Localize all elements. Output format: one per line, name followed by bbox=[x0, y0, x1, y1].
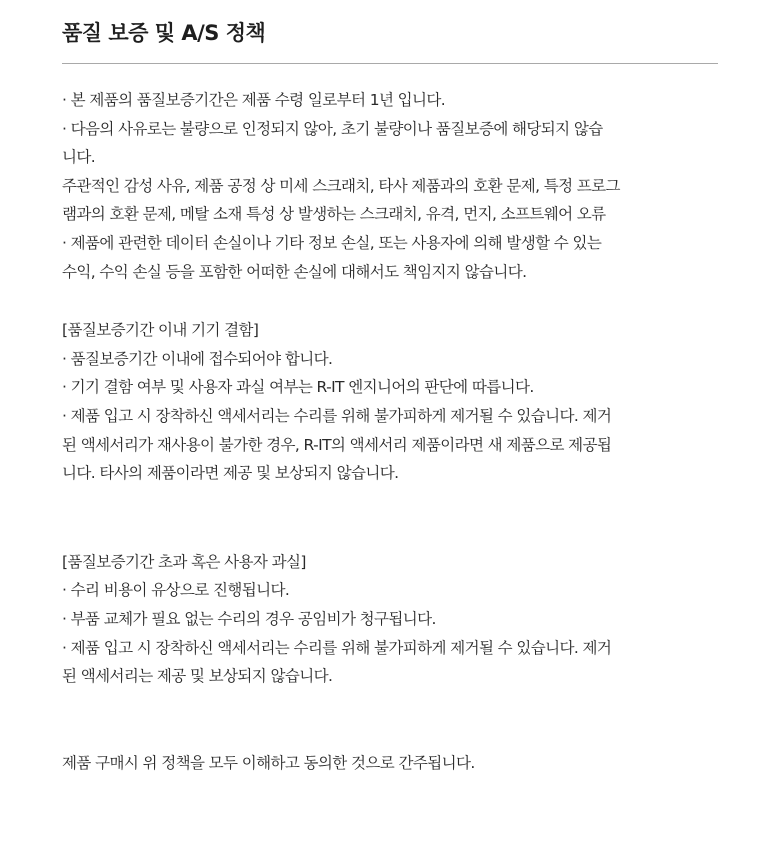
within-warranty-line: 된 액세서리가 재사용이 불가한 경우, R-IT의 액세서리 제품이라면 새 제품으로 제공됩 bbox=[62, 435, 612, 454]
closing-statement: 제품 구매시 위 정책을 모두 이해하고 동의한 것으로 간주됩니다. bbox=[62, 753, 475, 772]
intro-line: · 다음의 사유로는 불량으로 인정되지 않아, 초기 불량이나 품질보증에 해당되지 않습 bbox=[62, 119, 603, 138]
section-spacer bbox=[62, 691, 718, 749]
section-heading: [품질보증기간 초과 혹은 사용자 과실] bbox=[62, 552, 306, 571]
policy-content bbox=[62, 86, 718, 777]
within-warranty-line: · 기기 결함 여부 및 사용자 과실 여부는 R-IT 엔지니어의 판단에 따릅니다. bbox=[62, 378, 534, 397]
beyond-warranty-line: · 부품 교체가 필요 없는 수리의 경우 공임비가 청구됩니다. bbox=[62, 609, 436, 628]
intro-line: 램과의 호환 문제, 메탈 소재 특성 상 발생하는 스크래치, 유격, 먼지, 소프트웨어 오류 bbox=[62, 205, 606, 224]
within-warranty-line: · 제품 입고 시 장착하신 액세서리는 수리를 위해 불가피하게 제거될 수 있습니다. 제거 bbox=[62, 406, 612, 425]
within-warranty-line: 니다. 타사의 제품이라면 제공 및 보상되지 않습니다. bbox=[62, 464, 399, 483]
intro-line: 니다. bbox=[62, 148, 96, 167]
intro-section bbox=[62, 86, 718, 286]
intro-line: 주관적인 감성 사유, 제품 공정 상 미세 스크래치, 타사 제품과의 호환 문제, 특정 프로그 bbox=[62, 176, 620, 195]
page-title: 품질 보증 및 A/S 정책 bbox=[62, 21, 266, 45]
intro-line: · 본 제품의 품질보증기간은 제품 수령 일로부터 1년 입니다. bbox=[62, 91, 446, 109]
beyond-warranty-section bbox=[62, 548, 718, 691]
intro-line: · 제품에 관련한 데이터 손실이나 기타 정보 손실, 또는 사용자에 의해 발생할 수 있는 bbox=[62, 233, 602, 252]
within-warranty-section bbox=[62, 316, 718, 488]
beyond-warranty-line: 된 액세서리는 제공 및 보상되지 않습니다. bbox=[62, 667, 333, 686]
intro-line: 수익, 수익 손실 등을 포함한 어떠한 손실에 대해서도 책임지지 않습니다. bbox=[62, 262, 527, 281]
section-spacer bbox=[62, 286, 718, 316]
section-spacer bbox=[62, 488, 718, 548]
beyond-warranty-line: · 제품 입고 시 장착하신 액세서리는 수리를 위해 불가피하게 제거될 수 있습니다. 제거 bbox=[62, 638, 612, 657]
section-heading: [품질보증기간 이내 기기 결함] bbox=[62, 321, 259, 340]
within-warranty-line: · 품질보증기간 이내에 접수되어야 합니다. bbox=[62, 349, 333, 368]
title-divider bbox=[62, 63, 718, 64]
beyond-warranty-line: · 수리 비용이 유상으로 진행됩니다. bbox=[62, 581, 290, 600]
